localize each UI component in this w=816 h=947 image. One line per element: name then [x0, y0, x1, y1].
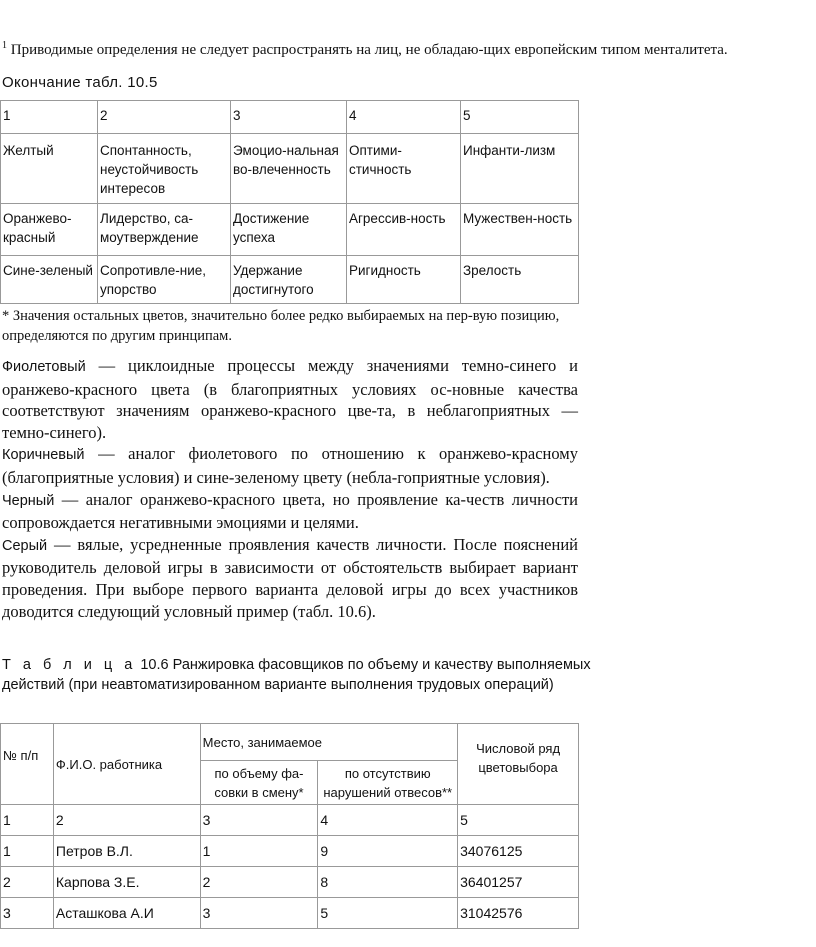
table-cell: Зрелость [461, 256, 579, 304]
table-index-row [1, 805, 579, 836]
paragraph [2, 489, 578, 534]
table-cell: 2 [53, 805, 200, 836]
body-text [2, 355, 578, 622]
table-cell: 2 [200, 867, 318, 898]
table-header-row [1, 101, 579, 134]
header-volume: по объему фа-совки в смену* [200, 761, 318, 805]
table-cell: 4 [318, 805, 458, 836]
paragraph-text: — аналог оранжево-красного цвета, но проявление ка-честв личности сопровождается негативными эмоциями и целями. [2, 489, 578, 533]
table-cell: Удержание достигнутого [231, 256, 347, 304]
table-cell: Эмоцио-нальная во-влеченность [231, 134, 347, 204]
table-cell: 1 [1, 836, 54, 867]
header-name: Ф.И.О. работника [53, 724, 200, 805]
table-cell: 3 [200, 898, 318, 929]
table-cell: Сине-зеленый [1, 256, 98, 304]
table-cell: 1 [200, 836, 318, 867]
table-cell: Асташкова А.И [53, 898, 200, 929]
caption-number: 10.6 [140, 657, 169, 673]
table-cell: Оптими-стичность [347, 134, 461, 204]
table-cell: 31042576 [458, 898, 579, 929]
footnote-marker: 1 [2, 40, 7, 51]
table-cell: Сопротивле-ние, упорство [98, 256, 231, 304]
table-cell: Ригидность [347, 256, 461, 304]
table-row [1, 204, 579, 256]
table-cell: Спонтанность, неустойчивость интересов [98, 134, 231, 204]
paragraph-text: — вялые, усредненные проявления качеств личности. После пояснений руководитель деловой игры в зависимости от обстоятельств выбирает вариант проведения. При выборе первого варианта деловой игры до всех участников доводится следующий условный пример (табл. 10.6). [2, 534, 578, 621]
table1-caption: Окончание табл. 10.5 [2, 74, 158, 91]
table-10-6 [0, 723, 579, 929]
table-cell: 4 [347, 101, 461, 134]
table-cell: Оранжево-красный [1, 204, 98, 256]
table-cell: 3 [1, 898, 54, 929]
table-footnote: * Значения остальных цветов, значительно более редко выбираемых на пер-вую позицию, определяются по другим принципам. [2, 308, 560, 344]
table-cell: 2 [98, 101, 231, 134]
paragraph-text: — аналог фиолетового по отношению к оранжево-красному (благоприятные условия) и сине-зеленому цвету (небла-гоприятные условия). [2, 444, 578, 487]
table-row [1, 836, 579, 867]
table-cell: Инфанти-лизм [461, 134, 579, 204]
table-cell: 5 [318, 898, 458, 929]
table-cell: 1 [1, 805, 54, 836]
table-cell: Мужествен-ность [461, 204, 579, 256]
table-cell: 1 [1, 101, 98, 134]
table-row [1, 898, 579, 929]
table-cell: Желтый [1, 134, 98, 204]
paragraph-text: — циклоидные процессы между значениями темно-синего и оранжево-красного цвета (в благоприятных условиях ос-новные качества соответствуют значениям оранжево-красного цве-та, в неблагоприятных — темно-синего). [2, 356, 578, 442]
term-label: Коричневый [2, 447, 85, 464]
table-cell: 5 [458, 805, 579, 836]
table-cell: 5 [461, 101, 579, 134]
table-cell: 34076125 [458, 836, 579, 867]
header-violations: по отсутствию нарушений отвесов** [318, 761, 458, 805]
table-10-5 [0, 100, 579, 304]
table-row [1, 134, 579, 204]
term-label: Серый [2, 537, 48, 554]
paragraph [2, 534, 578, 622]
table-cell: 3 [231, 101, 347, 134]
table-cell: Карпова З.Е. [53, 867, 200, 898]
paragraph [2, 355, 578, 443]
table-cell: 2 [1, 867, 54, 898]
header-place: Место, занимаемое [200, 724, 458, 761]
table-cell: 36401257 [458, 867, 579, 898]
term-label: Фиолетовый [2, 359, 86, 375]
footnote-1 [2, 36, 802, 60]
header-num: № п/п [1, 724, 54, 805]
paragraph [2, 443, 578, 488]
table-cell: 9 [318, 836, 458, 867]
table-cell: Лидерство, са-моутверждение [98, 204, 231, 256]
table-cell: 8 [318, 867, 458, 898]
caption-text: Ранжировка фасовщиков по объему и качеству выполняемых действий (при неавтоматизированном варианте выполнения трудовых операций) [2, 657, 591, 693]
footnote-text: Приводимые определения не следует распространять на лиц, не обладаю-щих европейским типом менталитета. [10, 42, 728, 58]
table-cell: Достижение успеха [231, 204, 347, 256]
table-cell: Петров В.Л. [53, 836, 200, 867]
caption-prefix: Т а б л и ц а [2, 657, 137, 673]
table-header-row [1, 724, 579, 761]
term-label: Черный [2, 492, 55, 509]
table-row [1, 256, 579, 304]
header-series: Числовой ряд цветовыбора [458, 724, 579, 805]
table-row [1, 867, 579, 898]
table-cell: 3 [200, 805, 318, 836]
table-cell: Агрессив-ность [347, 204, 461, 256]
table2-caption [2, 656, 592, 695]
